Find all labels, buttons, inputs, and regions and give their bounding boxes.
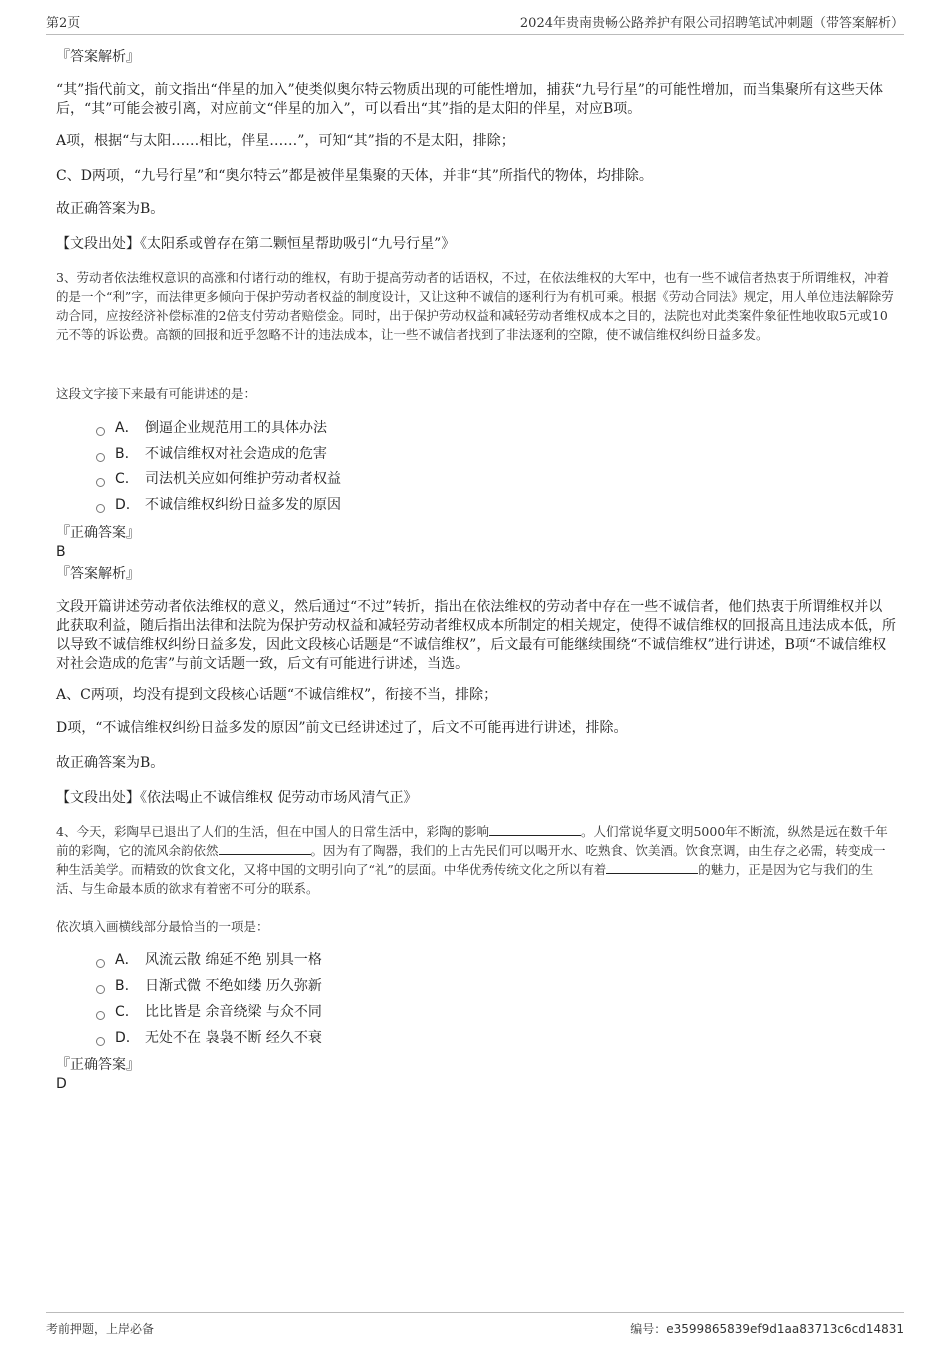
answer-heading: 『正确答案』 <box>56 1057 140 1073</box>
option-letter: C. <box>115 471 130 487</box>
analysis-paragraph: D项，“不诚信维权纠纷日益多发的原因”前文已经讲述过了，后文不可能再进行讲述，排除。 <box>56 720 628 736</box>
analysis-conclusion: 故正确答案为B。 <box>56 755 165 771</box>
option-letter: A． <box>115 952 139 968</box>
analysis-paragraph: 文段开篇讲述劳动者依法维权的意义，然后通过“不过”转折，指出在依法维权的劳动者中存在一些不诚信者，他们热衷于所谓维权并以此获取利益，随后指出法律和法院为保护劳动权益和减轻劳动者维权成本所制定的相关规定，使得不诚信维权的回报高且违法成本低，所以导致不诚信维权纠纷日益多发，因此文段核心话题是“不诚信维权”，后文最有可能继续围绕“不诚信维权”进行讲述，B项“不诚信维权对社会造成的危害”与前文话题一致，后文有可能进行讲述，当选。 <box>56 599 896 672</box>
option-letter: B. <box>115 446 130 462</box>
radio-icon[interactable] <box>96 985 105 994</box>
fill-blank-3 <box>606 861 698 874</box>
analysis-paragraph: A项，根据“与太阳……相比，伴星……”，可知“其”指的不是太阳，排除； <box>56 133 515 149</box>
option-text: 司法机关应如何维护劳动者权益 <box>145 471 341 487</box>
analysis-paragraph: C、D两项，“九号行星”和“奥尔特云”都是被伴星集聚的天体，并非“其”所指代的物体，均排除。 <box>56 168 653 184</box>
document-title: 2024年贵南贵畅公路养护有限公司招聘笔试冲刺题（带答案解析） <box>519 16 904 31</box>
analysis-paragraph: “其”指代前文，前文指出“伴星的加入”使类似奥尔特云物质出现的可能性增加，捕获“九号行星”的可能性增加，而当集聚所有这些天体后，“其”可能会被引离，对应前文“伴星的加入”，可以看出“其”指的是太阳的伴星，对应B项。 <box>56 82 883 117</box>
option-letter: D. <box>115 497 131 513</box>
fill-blank-1 <box>489 823 581 836</box>
option-text: 比比皆是 余音绕梁 与众不同 <box>145 1004 322 1020</box>
fill-blank-2 <box>219 842 311 855</box>
question-prompt: 这段文字接下来最有可能讲述的是： <box>56 386 257 401</box>
page-footer <box>46 1312 904 1337</box>
page-header <box>46 12 904 35</box>
option-text: 不诚信维权对社会造成的危害 <box>145 446 327 462</box>
correct-answer: D <box>56 1076 67 1092</box>
option-letter: A． <box>115 420 139 436</box>
question-stem: 3、劳动者依法维权意识的高涨和付诸行动的维权，有助于提高劳动者的话语权，不过，在依法维权的大军中，也有一些不诚信者热衷于所谓维权，冲着的是一个“利”字，而法律更多倾向于保护劳动者权益的制度设计，又让这种不诚信的逐利行为有机可乘。根据《劳动合同法》规定，用人单位违法解除劳动合同，应按经济补偿标准的2倍支付劳动者赔偿金。同时，出于保护劳动权益和减轻劳动者维权成本之目的，法院也对此类案件象征性地收取5元或10元不等的诉讼费。高额的回报和近乎忽略不计的违法成本，让一些不诚信者找到了非法逐利的空隙，使不诚信维权纠纷日益多发。 <box>56 270 894 342</box>
page-number: 第2页 <box>46 16 81 31</box>
option-b[interactable] <box>96 444 327 464</box>
correct-answer: B <box>56 544 66 560</box>
option-a[interactable] <box>96 418 327 438</box>
document-id: 编号：e3599865839ef9d1aa83713c6cd14831 <box>630 1322 904 1336</box>
option-text: 风流云散 绵延不绝 别具一格 <box>145 952 322 968</box>
question-prompt: 依次填入画横线部分最恰当的一项是： <box>56 919 269 934</box>
option-b[interactable] <box>96 976 322 996</box>
option-text: 无处不在 袅袅不断 经久不衰 <box>145 1030 322 1046</box>
option-c[interactable] <box>96 1002 322 1022</box>
radio-icon[interactable] <box>96 959 105 968</box>
radio-icon[interactable] <box>96 453 105 462</box>
option-text: 日渐式微 不绝如缕 历久弥新 <box>145 978 322 994</box>
stem-text: 的魅力，正是因为它与我们的生活、与生命最本质的欲求有着密不可分的联系。 <box>56 862 874 896</box>
analysis-paragraph: A、C两项，均没有提到文段核心话题“不诚信维权”，衔接不当，排除； <box>56 687 498 703</box>
option-d[interactable] <box>96 495 341 515</box>
option-letter: B. <box>115 978 130 994</box>
stem-text: 4、今天，彩陶早已退出了人们的生活，但在中国人的日常生活中，彩陶的影响 <box>56 824 489 839</box>
analysis-conclusion: 故正确答案为B。 <box>56 201 165 217</box>
option-letter: C. <box>115 1004 130 1020</box>
footer-slogan: 考前押题，上岸必备 <box>46 1322 155 1336</box>
stem-text: 。人们常说华夏文明5000年不断流，纵然是远在数千年前的彩陶，它的流风余韵依然 <box>56 824 888 858</box>
radio-icon[interactable] <box>96 1037 105 1046</box>
stem-text: 。因为有了陶器，我们的上古先民们可以喝开水、吃熟食、饮美酒。饮食烹调，由生存之必需，转变成一种生活美学。而精致的饮食文化，又将中国的文明引向了“礼”的层面。中华优秀传统文化之所以有着 <box>56 843 886 877</box>
option-c[interactable] <box>96 469 341 489</box>
option-d[interactable] <box>96 1028 322 1048</box>
analysis-heading: 『答案解析』 <box>56 566 140 582</box>
answer-heading: 『正确答案』 <box>56 525 140 541</box>
option-text: 不诚信维权纠纷日益多发的原因 <box>145 497 341 513</box>
analysis-heading: 『答案解析』 <box>56 49 140 65</box>
source-citation: 【文段出处】《依法喝止不诚信维权 促劳动市场风清气正》 <box>56 790 418 806</box>
radio-icon[interactable] <box>96 478 105 487</box>
option-letter: D. <box>115 1030 131 1046</box>
option-text: 倒逼企业规范用工的具体办法 <box>145 420 327 436</box>
question-stem <box>56 822 896 898</box>
radio-icon[interactable] <box>96 504 105 513</box>
option-a[interactable] <box>96 950 322 970</box>
radio-icon[interactable] <box>96 1011 105 1020</box>
radio-icon[interactable] <box>96 427 105 436</box>
source-citation: 【文段出处】《太阳系或曾存在第二颗恒星帮助吸引“九号行星”》 <box>56 236 456 252</box>
